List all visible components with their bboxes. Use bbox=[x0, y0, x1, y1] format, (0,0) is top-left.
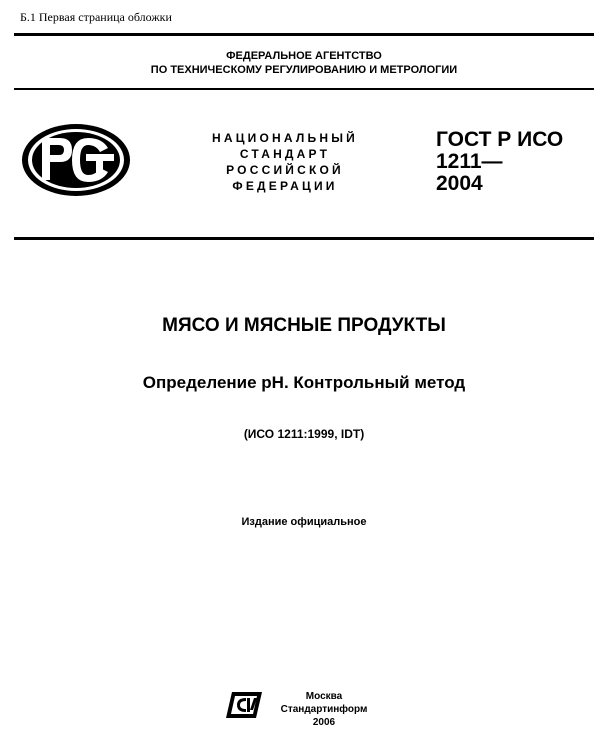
section-label: Б.1 Первая страница обложки bbox=[20, 10, 172, 24]
standartinform-logo-icon bbox=[226, 688, 266, 722]
middle-rule bbox=[14, 88, 594, 90]
publisher-city: Москва bbox=[305, 691, 343, 702]
rst-conformity-mark-icon bbox=[20, 122, 132, 198]
designation-line-3: 2004 bbox=[436, 172, 483, 195]
agency-line-1: ФЕДЕРАЛЬНОЕ АГЕНТСТВО bbox=[226, 50, 382, 62]
national-standard-label bbox=[190, 130, 380, 194]
agency-name bbox=[14, 49, 594, 77]
publisher-name: Стандартинформ bbox=[280, 704, 368, 715]
agency-line-2: ПО ТЕХНИЧЕСКОМУ РЕГУЛИРОВАНИЮ И МЕТРОЛОГИИ bbox=[150, 64, 458, 76]
document-subtitle: Определение pH. Контрольный метод bbox=[142, 373, 466, 392]
national-standard-line-3: РОССИЙСКОЙ bbox=[226, 163, 344, 177]
designation-line-2: 1211— bbox=[436, 150, 503, 173]
bottom-rule bbox=[14, 237, 594, 240]
publisher-info bbox=[276, 690, 372, 729]
top-rule bbox=[14, 33, 594, 36]
standard-designation bbox=[436, 129, 563, 195]
edition-label: Издание официальное bbox=[241, 516, 367, 528]
national-standard-line-1: НАЦИОНАЛЬНЫЙ bbox=[211, 131, 359, 145]
publisher-year: 2006 bbox=[312, 717, 336, 728]
iso-reference: (ИСО 1211:1999, IDT) bbox=[243, 427, 365, 441]
document-title: МЯСО И МЯСНЫЕ ПРОДУКТЫ bbox=[162, 315, 446, 336]
national-standard-line-2: СТАНДАРТ bbox=[239, 147, 331, 161]
designation-line-1: ГОСТ Р ИСО bbox=[436, 128, 564, 151]
national-standard-line-4: ФЕДЕРАЦИИ bbox=[232, 179, 338, 193]
